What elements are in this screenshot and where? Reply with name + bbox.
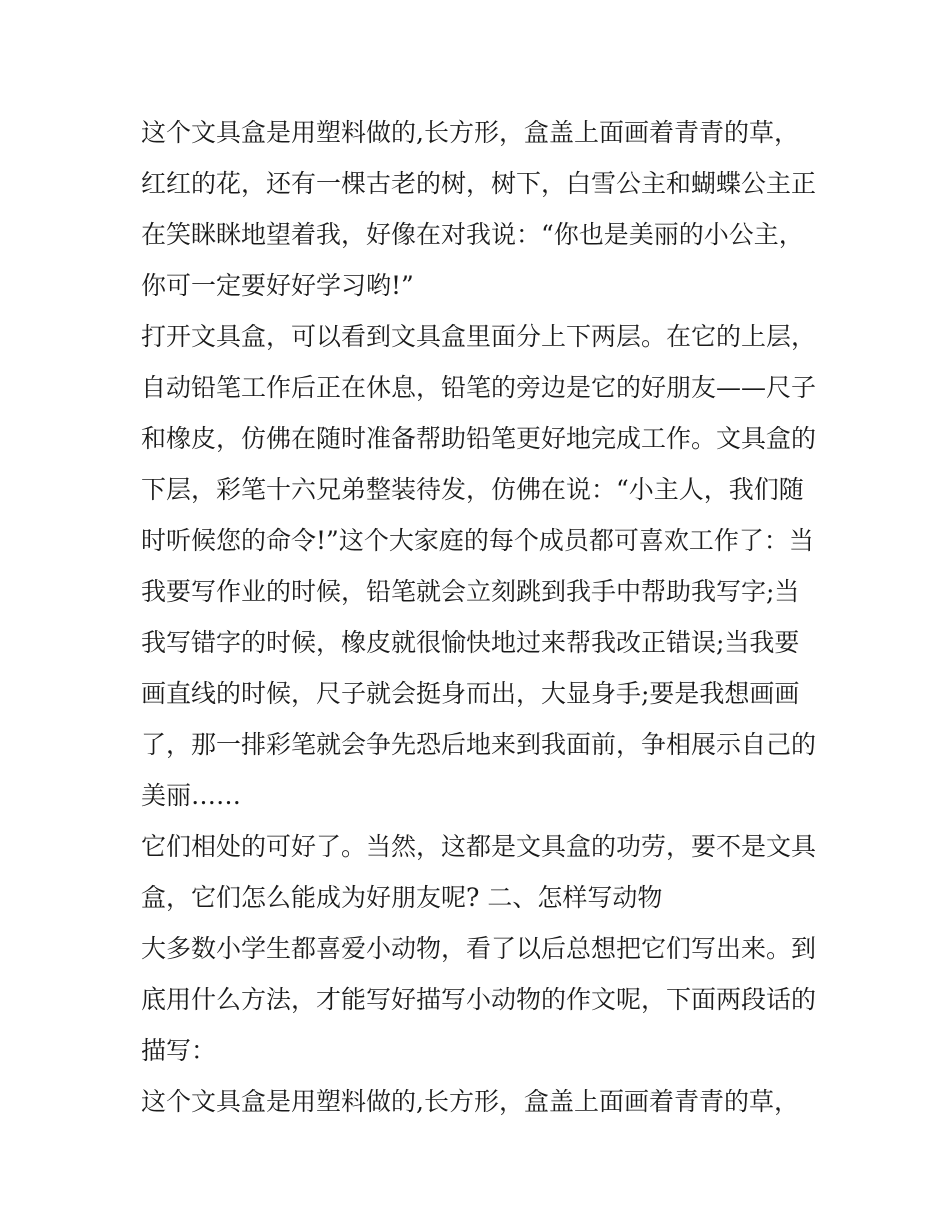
text-line: 这个文具盒是用塑料做的,长方形，盒盖上面画着青青的草， [141,118,799,147]
text-line: 下层，彩笔十六兄弟整装待发，仿佛在说：“小主人，我们随 [141,475,804,504]
text-line: 我要写作业的时候，铅笔就会立刻跳到我手中帮助我写字;当 [141,577,800,606]
text-line: 它们相处的可好了。当然，这都是文具盒的功劳，要不是文具 [141,832,817,861]
text-line: 在笑眯眯地望着我，好像在对我说：“你也是美丽的小公主， [141,220,804,249]
text-line: 自动铅笔工作后正在休息，铅笔的旁边是它的好朋友——尺子 [141,373,817,402]
text-line: 美丽…… [141,781,242,810]
text-line: 这个文具盒是用塑料做的,长方形，盒盖上面画着青青的草， [141,1087,799,1116]
text-line: 时听候您的命令!”这个大家庭的每个成员都可喜欢工作了：当 [141,526,814,555]
text-line: 大多数小学生都喜爱小动物，看了以后总想把它们写出来。到 [141,934,817,963]
text-line: 红红的花，还有一棵古老的树，树下，白雪公主和蝴蝶公主正 [141,169,817,198]
text-line: 和橡皮，仿佛在随时准备帮助铅笔更好地完成工作。文具盒的 [141,424,817,453]
text-line: 你可一定要好好学习哟!” [141,271,414,300]
text-line: 画直线的时候，尺子就会挺身而出，大显身手;要是我想画画 [141,679,800,708]
text-line: 底用什么方法，才能写好描写小动物的作文呢，下面两段话的 [141,985,817,1014]
text-line: 盒，它们怎么能成为好朋友呢? 二、怎样写动物 [141,883,663,912]
text-line: 描写： [141,1036,217,1065]
text-line: 了，那一排彩笔就会争先恐后地来到我面前，争相展示自己的 [141,730,817,759]
text-line: 我写错字的时候，橡皮就很愉快地过来帮我改正错误;当我要 [141,628,800,657]
text-line: 打开文具盒，可以看到文具盒里面分上下两层。在它的上层， [141,322,817,351]
body-text [141,107,821,1127]
